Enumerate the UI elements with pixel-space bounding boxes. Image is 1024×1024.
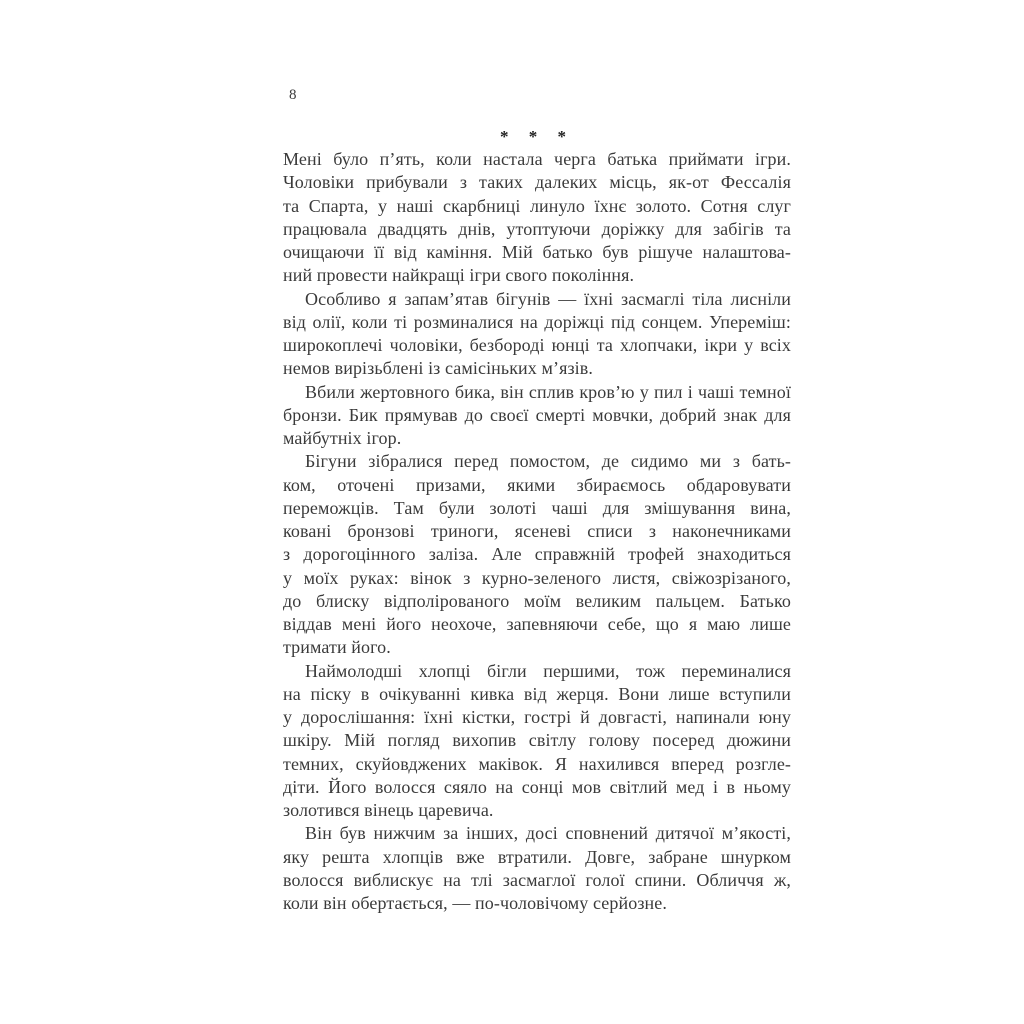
- text-line: майбутніх ігор.: [283, 428, 402, 448]
- text-line: діти. Його волосся сяяло на сонці мов світлий мед і в ньому: [283, 776, 791, 797]
- text-line: Він був нижчим за інших, досі сповнений дитячої м’якості,: [305, 823, 791, 844]
- text-line: працювала двадцять днів, утоптуючи доріжку для забігів та: [283, 218, 791, 239]
- text-line: до блиску відполірованого моїм великим пальцем. Батько: [283, 590, 791, 611]
- paragraph: [283, 148, 791, 288]
- text-line: Чоловіки прибували з таких далеких місць, як-от Фессалія: [283, 172, 791, 193]
- text-line: Мені було п’ять, коли настала черга батька приймати ігри.: [283, 149, 791, 169]
- section-separator: * * *: [500, 127, 574, 146]
- text-line: та Спарта, у наші скарбниці линуло їхнє золото. Сотня слуг: [283, 195, 791, 216]
- text-line: ковані бронзові триноги, ясеневі списи з наконечниками: [283, 521, 791, 541]
- page-text-column: [283, 148, 791, 915]
- page-number: 8: [289, 87, 297, 103]
- paragraph: [283, 660, 791, 823]
- text-line: широкоплечі чоловіки, безбороді юнці та хлопчаки, ікри у всіх: [283, 335, 791, 355]
- text-line: на піску в очікуванні кивка від жерця. Вони лише вступили: [283, 683, 791, 704]
- text-line: темних, скуйовджених маківок. Я нахилився вперед розгле-: [283, 753, 791, 774]
- text-line: від олії, коли ті розминалися на доріжці під сонцем. Упереміш:: [283, 311, 791, 332]
- text-line: віддав мені його неохоче, запевняючи себе, що я маю лише: [283, 614, 791, 634]
- text-line: Бігуни зібралися перед помостом, де сидимо ми з бать-: [305, 451, 791, 472]
- text-line: у моїх руках: вінок з курно-зеленого листя, свіжозрізаного,: [283, 567, 791, 588]
- text-line: з дорогоцінного заліза. Але справжній трофей знаходиться: [283, 544, 791, 565]
- text-line: немов вирізьблені із самісіньких м’язів.: [283, 358, 593, 379]
- paragraph: [283, 381, 791, 451]
- text-line: тримати його.: [283, 637, 391, 658]
- text-line: золотився вінець царевича.: [283, 800, 494, 820]
- text-line: ний провести найкращі ігри свого покоління.: [283, 265, 635, 286]
- text-line: у дорослішання: їхні кістки, гострі й довгасті, напинали юну: [283, 707, 791, 727]
- text-line: очищаючи її від каміння. Мій батько був рішуче налаштова-: [283, 242, 791, 262]
- text-line: бронзи. Бик прямував до своєї смерті мовчки, добрий знак для: [283, 404, 791, 425]
- paragraph: [283, 288, 791, 381]
- text-line: яку решта хлопців вже втратили. Довге, забране шнурком: [283, 846, 791, 867]
- text-line: ком, оточені призами, якими збираємось обдаровувати: [283, 474, 791, 495]
- text-line: Вбили жертовного бика, він сплив кров’ю у пил і чаші темної: [305, 381, 791, 402]
- text-line: шкіру. Мій погляд вихопив світлу голову посеред дюжини: [283, 730, 791, 751]
- text-line: Особливо я запам’ятав бігунів — їхні засмаглі тіла лисніли: [305, 288, 791, 309]
- text-line: Наймолодші хлопці бігли першими, тож переминалися: [305, 660, 791, 681]
- text-line: переможців. Там були золоті чаші для змішування вина,: [283, 497, 791, 518]
- text-line: коли він обертається, — по-чоловічому серйозне.: [283, 893, 667, 913]
- paragraph: [283, 822, 791, 915]
- paragraph: [283, 450, 791, 659]
- text-line: волосся виблискує на тлі засмаглої голої спини. Обличчя ж,: [283, 869, 791, 890]
